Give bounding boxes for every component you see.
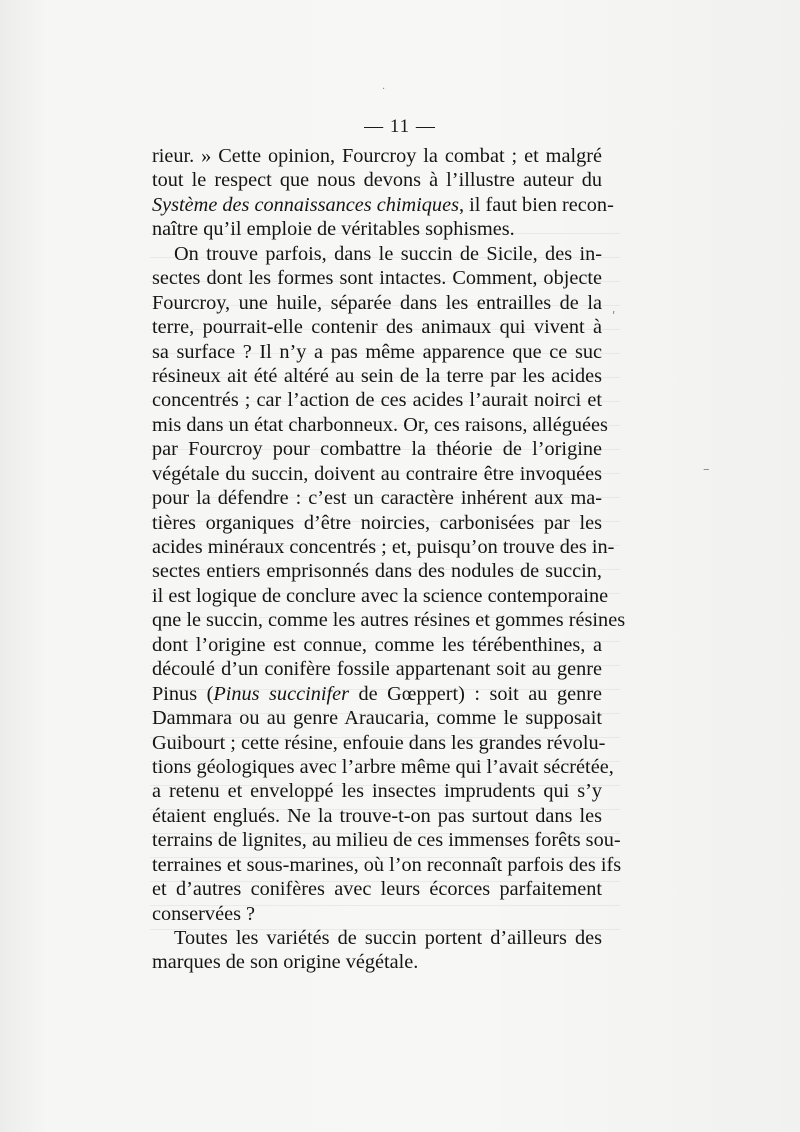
text-segment: Guibourt ; cette résine, enfouie dans les grandes révolu-	[152, 731, 606, 754]
text-line	[152, 804, 602, 828]
text-segment: résineux ait été altéré au sein de la terre par les acides	[152, 364, 602, 387]
text-segment: tières organiques d’être noircies, carbonisées par les	[152, 511, 602, 534]
text-line	[152, 779, 602, 803]
text-line	[152, 682, 602, 706]
text-segment: Fourcroy, une huile, séparée dans les entrailles de la	[152, 291, 602, 314]
text-segment: il est logique de conclure avec la science contemporaine	[152, 584, 609, 607]
margin-tick-mark: ʹ	[612, 310, 616, 324]
text-line	[152, 144, 602, 168]
text-segment: qne le succin, comme les autres résines et gommes résines	[152, 609, 626, 632]
text-line	[152, 511, 602, 535]
text-segment: tions géologiques avec l’arbre même qui l’avait sécrétée,	[152, 755, 614, 778]
text-segment: mis dans un état charbonneux. Or, ces raisons, alléguées	[152, 413, 608, 436]
text-line	[152, 437, 602, 461]
text-segment: rieur. » Cette opinion, Fourcroy la combat ; et malgré	[152, 145, 602, 167]
text-line	[152, 902, 602, 926]
text-line	[152, 266, 602, 290]
text-line	[152, 217, 602, 241]
text-line	[152, 706, 602, 730]
text-line	[152, 242, 602, 266]
text-segment: de Gœppert) : soit au genre	[349, 682, 602, 705]
text-line	[152, 828, 621, 852]
text-segment: pour la défendre : c’est un caractère inhérent aux ma-	[152, 487, 602, 510]
text-line	[152, 388, 602, 412]
text-segment: étaient englués. Ne la trouve-t-on pas surtout dans les	[152, 804, 602, 827]
text-segment: découlé d’un conifère fossile appartenant soit au genre	[152, 658, 602, 681]
text-line	[152, 486, 602, 510]
text-segment: par Fourcroy pour combattre la théorie de l’origine	[152, 438, 602, 461]
italic-title: Système des connaissances chimiques	[152, 193, 459, 216]
text-line	[152, 853, 622, 877]
text-line	[152, 926, 602, 950]
text-segment: concentrés ; car l’action de ces acides l’aurait noirci et	[152, 389, 602, 412]
text-line	[152, 755, 614, 779]
text-line	[152, 291, 602, 315]
page-number: — 11 —	[364, 116, 436, 137]
text-line	[152, 413, 608, 437]
text-segment: terrains de lignites, au milieu de ces immenses forêts sou-	[152, 829, 621, 852]
text-line	[152, 950, 602, 974]
text-segment: sa surface ? Il n’y a pas même apparence que ce suc	[152, 340, 602, 363]
text-line	[152, 364, 602, 388]
text-line	[152, 462, 602, 486]
text-segment: Dammara ou au genre Araucaria, comme le supposait	[152, 707, 602, 730]
text-line	[152, 657, 602, 681]
margin-dash-mark: –	[703, 462, 710, 477]
text-segment: naître qu’il emploie de véritables sophismes.	[152, 218, 515, 241]
text-segment: On trouve parfois, dans le succin de Sicile, des in-	[174, 242, 602, 265]
text-line	[152, 633, 602, 657]
text-segment: acides minéraux concentrés ; et, puisqu’on trouve des in-	[152, 536, 615, 558]
text-segment: Toutes les variétés de succin portent d’ailleurs des	[174, 927, 602, 949]
text-segment: a retenu et enveloppé les insectes imprudents qui s’y	[152, 780, 602, 803]
text-line	[152, 315, 602, 339]
text-line	[152, 608, 626, 632]
text-segment: Pinus (	[152, 682, 214, 705]
text-segment: tout le respect que nous devons à l’illustre auteur du	[152, 169, 602, 192]
text-segment: marques de son origine végétale.	[152, 951, 419, 974]
text-line	[152, 731, 606, 755]
text-segment: terre, pourrait-elle contenir des animaux qui vivent à	[152, 316, 602, 339]
top-dot-mark: ·	[382, 84, 386, 95]
text-segment: sectes entiers emprisonnés dans des nodules de succin,	[152, 560, 602, 583]
text-line	[152, 168, 602, 192]
text-line	[152, 193, 614, 217]
text-line	[152, 584, 609, 608]
text-segment: , il faut bien recon-	[458, 193, 614, 216]
text-segment: et d’autres conifères avec leurs écorces parfaitement	[152, 878, 602, 901]
text-segment: végétale du succin, doivent au contraire être invoquées	[152, 462, 602, 485]
text-line	[152, 877, 602, 901]
body-text	[152, 144, 626, 975]
italic-title: Pinus succinifer	[213, 682, 350, 705]
text-line	[152, 340, 602, 364]
text-segment: terraines et sous-marines, où l’on reconnaît parfois des ifs	[152, 853, 622, 876]
text-segment: dont l’origine est connue, comme les térébenthines, a	[152, 633, 602, 656]
text-segment: conservées ?	[152, 902, 256, 925]
text-line	[152, 535, 615, 559]
text-segment: sectes dont les formes sont intactes. Comment, objecte	[152, 267, 602, 290]
text-line	[152, 559, 602, 583]
